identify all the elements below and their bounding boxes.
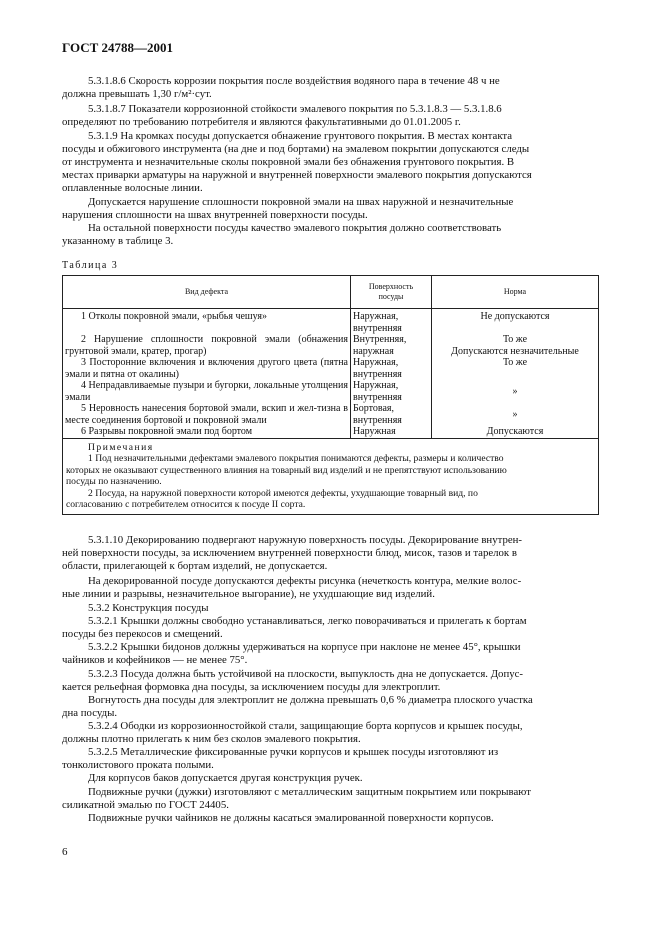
- surface-cell: Внутренняя, наружная: [351, 334, 432, 357]
- surface-cell: Наружная, внутренняя: [351, 309, 432, 335]
- norm-cell: Допускаются: [432, 426, 599, 438]
- paragraph-5-3-2-5: 5.3.2.5 Металлические фиксированные ручки корпусов и крышек посуды изготовляют из тонколистового проката полыми.: [62, 746, 499, 771]
- norm-cell: То же Допускаются незначительные: [432, 334, 599, 357]
- norm-cell: »: [432, 380, 599, 403]
- table-notes-row: [63, 438, 599, 514]
- paragraph-decor-defects: На декорированной посуде допускаются дефекты рисунка (нечеткость контура, мелкие волос- ные линии и разрывы, незначительное выгорание), не ухудшающие вид изделий.: [62, 575, 522, 600]
- paragraph-5-3-2-3: 5.3.2.3 Посуда должна быть устойчивой на плоскости, выпуклость дна не допускается. Допус- кается рельефная формовка дна посуды, за исключением посуды для электроплит.: [62, 668, 524, 693]
- paragraph-5-3-1-10: 5.3.1.10 Декорированию подвергают наружную поверхность посуды. Декорирование внутрен- ней поверхности посуды, за исключением внутренней поверхности блюд, мисок, тазов и тарелок в области, прилегающей к бортам изделий, не допускается.: [62, 534, 523, 572]
- norm-cell: То же: [432, 357, 599, 380]
- paragraph-table-ref: На остальной поверхности посуды качество эмалевого покрытия должно соответствовать указанному в таблице 3.: [62, 222, 502, 247]
- surface-cell: Наружная: [351, 426, 432, 438]
- table-caption: Таблица 3: [62, 260, 119, 271]
- paragraph-5-3-1-9: 5.3.1.9 На кромках посуды допускается обнажение грунтового покрытия. В местах контакта посуды и обжигового инструмента (на дне и под бортами) на эмалевом покрытии допускаются следы от инструмента и незначительные сколы покровной эмали без обнажения грунтового покрытия. В местах приварки арматуры на наружной и внутренней поверхности эмалевого покрытия допускаются оплавленные волосные линии.: [62, 130, 532, 194]
- paragraph-5-3-2-2: 5.3.2.2 Крышки бидонов должны удерживаться на корпусе при наклоне не менее 45°, крышки чайников и кофейников — не менее 75°.: [62, 641, 521, 666]
- defects-table: [62, 275, 599, 515]
- defect-cell: 3 Посторонние включения и включения другого цвета (пятна эмали и пятна от окалины): [63, 357, 351, 380]
- table-row: [63, 334, 599, 357]
- paragraph-kettle-handles: Подвижные ручки чайников не должны касаться эмалированной поверхности корпусов.: [88, 812, 494, 824]
- header-defect: Вид дефекта: [63, 276, 351, 309]
- paragraph-concavity: Вогнутость дна посуды для электроплит не должна превышать 0,6 % диаметра плоского участка дна посуды.: [62, 694, 533, 719]
- defect-cell: 4 Непрадавливаемые пузыри и бугорки, локальные утолщения эмали: [63, 380, 351, 403]
- header-surface: Поверхность посуды: [351, 276, 432, 309]
- defect-cell: 5 Неровность нанесения бортовой эмали, вскип и жел-тизна в месте соединения бортовой и покровной эмали: [63, 403, 351, 426]
- table-row: [63, 309, 599, 335]
- paragraph-5-3-1-8-7: 5.3.1.8.7 Показатели коррозионной стойкости эмалевого покрытия по 5.3.1.8.3 — 5.3.1.8.6 определяют по требованию потребителя и являются факультативными до 01.01.2005 г.: [62, 103, 502, 128]
- table-row: [63, 403, 599, 426]
- note-1: 1 Под незначительными дефектами эмалевого покрытия понимаются дефекты, размеры и количество которых не оказывают существенного влияния на товарный вид изделий и не препятствуют использованию посуды по назначению.: [66, 453, 507, 487]
- notes-title: Примечания: [88, 441, 154, 453]
- defect-cell: 2 Нарушение сплошности покровной эмали (обнажения грунтовой эмали, кратер, прогар): [63, 334, 351, 357]
- surface-cell: Бортовая, внутренняя: [351, 403, 432, 426]
- table-row: [63, 426, 599, 438]
- paragraph-movable-handles: Подвижные ручки (дужки) изготовляют с металлическим защитным покрытием или покрывают силикатной эмалью по ГОСТ 24405.: [62, 786, 531, 811]
- paragraph-5-3-2-4: 5.3.2.4 Ободки из коррозионностойкой стали, защищающие борта корпусов и крышек посуды, должны плотно прилегать к ним без сколов эмалевого покрытия.: [62, 720, 523, 745]
- paragraph-tank-handles: Для корпусов баков допускается другая конструкция ручек.: [88, 772, 363, 784]
- norm-cell: »: [432, 403, 599, 426]
- table-notes: [63, 438, 599, 514]
- note-2: 2 Посуда, на наружной поверхности которой имеются дефекты, ухудшающие товарный вид, по согласованию с потребителем относится к посуде II сорта.: [66, 487, 478, 510]
- table-row: [63, 380, 599, 403]
- paragraph-5-3-2-1: 5.3.2.1 Крышки должны свободно устанавливаться, легко поворачиваться и прилегать к бортам посуды без перекосов и смещений.: [62, 615, 527, 640]
- surface-cell: Наружная, внутренняя: [351, 357, 432, 380]
- header-norm: Норма: [432, 276, 599, 309]
- surface-cell: Наружная, внутренняя: [351, 380, 432, 403]
- defect-cell: 6 Разрывы покровной эмали под бортом: [63, 426, 351, 438]
- norm-cell: Не допускаются: [432, 309, 599, 335]
- page-number: 6: [62, 846, 68, 858]
- document-header: ГОСТ 24788—2001: [62, 40, 174, 55]
- table-row: [63, 357, 599, 380]
- paragraph-seams: Допускается нарушение сплошности покровной эмали на швах наружной и незначительные нарушения сплошности на швах внутренней поверхности посуды.: [62, 196, 514, 221]
- section-heading-5-3-2: 5.3.2 Конструкция посуды: [88, 602, 209, 614]
- paragraph-5-3-1-8-6: 5.3.1.8.6 Скорость коррозии покрытия после воздействия водяного пара в течение 48 ч не должна превышать 1,30 г/м²·сут.: [62, 75, 500, 100]
- defect-cell: 1 Отколы покровной эмали, «рыбья чешуя»: [63, 309, 351, 335]
- table-header-row: [63, 276, 599, 309]
